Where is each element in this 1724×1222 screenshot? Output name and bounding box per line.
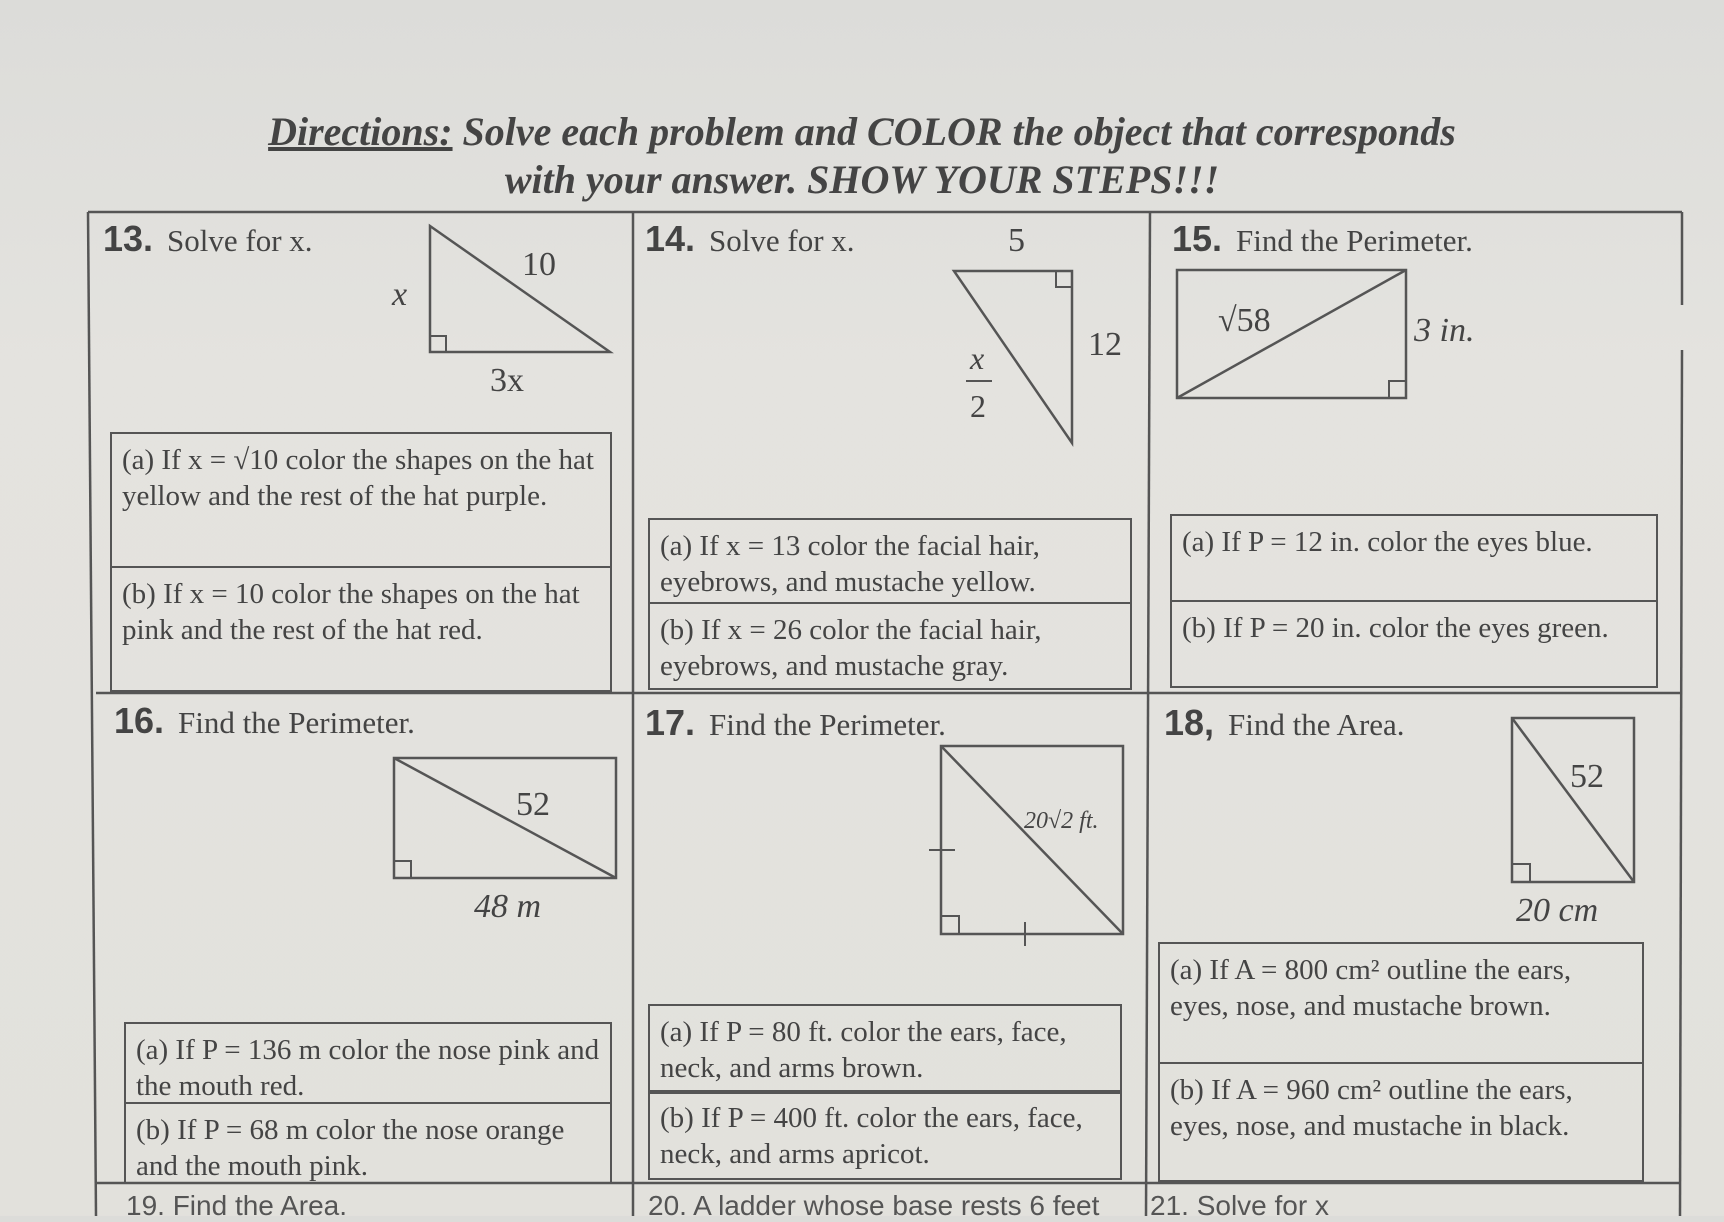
label-16-diagonal: 52 <box>516 786 550 823</box>
label-14-side: 12 <box>1088 326 1122 363</box>
problem-17-option-a: (a) If P = 80 ft. color the ears, face, neck, and arms brown. <box>648 1004 1122 1094</box>
problem-18-heading: 18, Find the Area. <box>1164 702 1405 743</box>
problem-16-heading: 16. Find the Perimeter. <box>114 700 415 741</box>
label-15-diagonal: √58 <box>1218 302 1271 339</box>
problem-15-heading: 15. Find the Perimeter. <box>1172 218 1473 259</box>
directions-line-2: with your answer. SHOW YOUR STEPS!!! <box>504 157 1220 202</box>
directions-text-1: Solve each problem and COLOR the object that corresponds <box>462 109 1456 154</box>
directions-line-1 <box>0 108 1724 156</box>
square-17-figure <box>925 740 1130 940</box>
problem-14-heading: 14. Solve for x. <box>645 218 855 259</box>
label-13-hyp: 10 <box>522 246 556 283</box>
label-18-base: 20 cm <box>1516 892 1599 929</box>
problem-18-option-a: (a) If A = 800 cm² outline the ears, eyes, nose, and mustache brown. <box>1158 942 1644 1064</box>
directions-label: Directions: <box>268 109 453 154</box>
problem-21-heading-cutoff: 21. Solve for x <box>1150 1190 1329 1221</box>
label-13-base: 3x <box>490 362 524 399</box>
problem-17-heading: 17. Find the Perimeter. <box>645 702 946 743</box>
problem-18-option-b: (b) If A = 960 cm² outline the ears, eyes, nose, and mustache in black. <box>1158 1062 1644 1182</box>
label-14-fraction-den: 2 <box>970 388 986 424</box>
label-14-top: 5 <box>1008 222 1025 259</box>
problem-20-heading-cutoff: 20. A ladder whose base rests 6 feet <box>648 1190 1100 1221</box>
label-16-base: 48 m <box>474 888 542 925</box>
problem-16-option-a: (a) If P = 136 m color the nose pink and the mouth red. <box>124 1022 612 1104</box>
fraction-bar <box>966 380 992 382</box>
rectangle-16-figure <box>390 754 620 882</box>
problem-13-option-b: (b) If x = 10 color the shapes on the hat pink and the rest of the hat red. <box>110 566 612 692</box>
triangle-13-figure <box>420 220 620 360</box>
directions <box>0 108 1724 204</box>
label-13-leg: x <box>392 276 408 313</box>
label-18-diagonal: 52 <box>1570 758 1604 795</box>
label-15-side: 3 in. <box>1414 312 1475 349</box>
problem-13-heading: 13. Solve for x. <box>103 218 313 259</box>
label-17-diagonal: 20√2 ft. <box>1024 808 1099 834</box>
problem-19-heading-cutoff: 19. Find the Area. <box>126 1190 348 1221</box>
problem-16-option-b: (b) If P = 68 m color the nose orange and the mouth pink. <box>124 1102 612 1184</box>
rectangle-15-figure <box>1175 268 1410 402</box>
problem-13-option-a: (a) If x = √10 color the shapes on the hat yellow and the rest of the hat purple. <box>110 432 612 568</box>
problem-17-option-b: (b) If P = 400 ft. color the ears, face, neck, and arms apricot. <box>648 1090 1122 1180</box>
problem-15-option-b: (b) If P = 20 in. color the eyes green. <box>1170 600 1658 688</box>
rectangle-18-figure <box>1508 714 1638 886</box>
problem-14-option-a: (a) If x = 13 color the facial hair, eyebrows, and mustache yellow. <box>648 518 1132 604</box>
problem-15-option-a: (a) If P = 12 in. color the eyes blue. <box>1170 514 1658 602</box>
label-14-fraction-num: x <box>970 340 985 376</box>
problem-14-option-b: (b) If x = 26 color the facial hair, eyebrows, and mustache gray. <box>648 602 1132 690</box>
